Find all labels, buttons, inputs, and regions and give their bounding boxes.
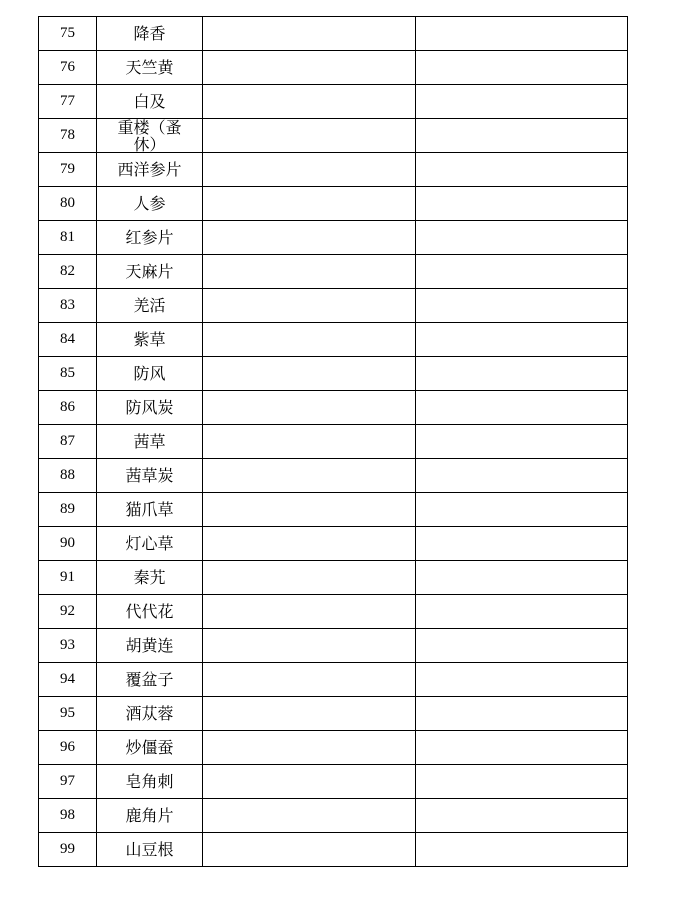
blank-cell (416, 833, 628, 867)
blank-cell (416, 595, 628, 629)
herb-name-cell (97, 731, 203, 765)
herb-name: 天麻片 (125, 262, 174, 281)
blank-cell (416, 527, 628, 561)
herb-name: 西洋参片 (117, 160, 182, 179)
row-number: 94 (39, 663, 97, 697)
blank-cell (416, 765, 628, 799)
blank-cell (203, 425, 416, 459)
blank-cell (203, 833, 416, 867)
blank-cell (416, 561, 628, 595)
blank-cell (203, 527, 416, 561)
blank-cell (203, 221, 416, 255)
blank-cell (416, 357, 628, 391)
herb-name-cell (97, 527, 203, 561)
herb-table (38, 16, 628, 867)
herb-name-cell (97, 17, 203, 51)
herb-name: 鹿角片 (125, 806, 174, 825)
table-row (39, 289, 628, 323)
row-number: 99 (39, 833, 97, 867)
table-row (39, 17, 628, 51)
blank-cell (416, 697, 628, 731)
row-number: 96 (39, 731, 97, 765)
table-row (39, 425, 628, 459)
blank-cell (203, 289, 416, 323)
herb-name-cell (97, 255, 203, 289)
blank-cell (416, 187, 628, 221)
blank-cell (416, 119, 628, 153)
herb-name: 红参片 (125, 228, 174, 247)
blank-cell (203, 17, 416, 51)
blank-cell (203, 357, 416, 391)
row-number: 78 (39, 119, 97, 153)
row-number: 80 (39, 187, 97, 221)
blank-cell (416, 17, 628, 51)
table-row (39, 459, 628, 493)
herb-name-cell (97, 425, 203, 459)
blank-cell (203, 561, 416, 595)
herb-name-cell (97, 833, 203, 867)
table-row (39, 833, 628, 867)
herb-name: 羌活 (133, 296, 166, 315)
table-row (39, 255, 628, 289)
row-number: 91 (39, 561, 97, 595)
herb-name-cell (97, 799, 203, 833)
table-row (39, 527, 628, 561)
herb-name-cell (97, 561, 203, 595)
table-row (39, 153, 628, 187)
blank-cell (203, 119, 416, 153)
herb-name-cell (97, 187, 203, 221)
herb-name-cell (97, 323, 203, 357)
blank-cell (203, 595, 416, 629)
herb-table-body (39, 17, 628, 867)
table-row (39, 629, 628, 663)
blank-cell (416, 51, 628, 85)
row-number: 89 (39, 493, 97, 527)
blank-cell (203, 697, 416, 731)
herb-name: 紫草 (133, 330, 166, 349)
blank-cell (203, 731, 416, 765)
table-row (39, 731, 628, 765)
herb-name-cell (97, 153, 203, 187)
blank-cell (416, 731, 628, 765)
row-number: 81 (39, 221, 97, 255)
table-row (39, 357, 628, 391)
herb-name-cell (97, 663, 203, 697)
row-number: 87 (39, 425, 97, 459)
herb-name: 白及 (133, 92, 166, 111)
blank-cell (416, 629, 628, 663)
herb-name: 猫爪草 (125, 500, 174, 519)
herb-name-cell (97, 221, 203, 255)
herb-name: 胡黄连 (125, 636, 174, 655)
herb-name: 炒僵蚕 (125, 738, 174, 757)
row-number: 85 (39, 357, 97, 391)
herb-name: 茜草炭 (125, 466, 174, 485)
blank-cell (416, 289, 628, 323)
blank-cell (203, 153, 416, 187)
row-number: 75 (39, 17, 97, 51)
row-number: 92 (39, 595, 97, 629)
table-row (39, 51, 628, 85)
herb-name-cell (97, 51, 203, 85)
table-row (39, 493, 628, 527)
herb-name: 秦艽 (133, 568, 166, 587)
blank-cell (203, 459, 416, 493)
table-row (39, 663, 628, 697)
blank-cell (416, 459, 628, 493)
row-number: 86 (39, 391, 97, 425)
blank-cell (416, 85, 628, 119)
blank-cell (416, 153, 628, 187)
row-number: 93 (39, 629, 97, 663)
blank-cell (416, 221, 628, 255)
row-number: 77 (39, 85, 97, 119)
herb-name: 防风 (133, 364, 166, 383)
table-row (39, 391, 628, 425)
table-row (39, 595, 628, 629)
herb-name: 重楼（蚤休） (117, 119, 182, 152)
table-row (39, 697, 628, 731)
herb-name-cell (97, 119, 203, 153)
table-row (39, 561, 628, 595)
herb-name-cell (97, 765, 203, 799)
blank-cell (203, 493, 416, 527)
herb-name-cell (97, 595, 203, 629)
herb-name: 代代花 (125, 602, 174, 621)
blank-cell (203, 85, 416, 119)
herb-name: 天竺黄 (125, 58, 174, 77)
herb-name: 降香 (133, 24, 166, 43)
blank-cell (416, 323, 628, 357)
table-row (39, 323, 628, 357)
blank-cell (416, 493, 628, 527)
blank-cell (203, 765, 416, 799)
herb-name-cell (97, 459, 203, 493)
blank-cell (203, 663, 416, 697)
blank-cell (203, 187, 416, 221)
herb-name-cell (97, 629, 203, 663)
table-row (39, 799, 628, 833)
herb-name: 茜草 (133, 432, 166, 451)
table-row (39, 765, 628, 799)
row-number: 97 (39, 765, 97, 799)
blank-cell (416, 799, 628, 833)
blank-cell (203, 391, 416, 425)
herb-name-cell (97, 85, 203, 119)
blank-cell (416, 663, 628, 697)
herb-name-cell (97, 289, 203, 323)
herb-name: 覆盆子 (125, 670, 174, 689)
blank-cell (416, 391, 628, 425)
blank-cell (203, 255, 416, 289)
row-number: 76 (39, 51, 97, 85)
blank-cell (203, 799, 416, 833)
blank-cell (416, 255, 628, 289)
table-row (39, 85, 628, 119)
row-number: 83 (39, 289, 97, 323)
herb-name: 酒苁蓉 (125, 704, 174, 723)
row-number: 82 (39, 255, 97, 289)
row-number: 79 (39, 153, 97, 187)
herb-name-cell (97, 697, 203, 731)
row-number: 90 (39, 527, 97, 561)
herb-name-cell (97, 493, 203, 527)
blank-cell (203, 51, 416, 85)
blank-cell (203, 629, 416, 663)
row-number: 88 (39, 459, 97, 493)
table-row (39, 187, 628, 221)
herb-name: 皂角刺 (125, 772, 174, 791)
herb-name-cell (97, 391, 203, 425)
herb-name: 防风炭 (125, 398, 174, 417)
herb-name: 人参 (133, 194, 166, 213)
blank-cell (416, 425, 628, 459)
herb-name: 山豆根 (125, 840, 174, 859)
row-number: 95 (39, 697, 97, 731)
table-row (39, 119, 628, 153)
row-number: 84 (39, 323, 97, 357)
blank-cell (203, 323, 416, 357)
table-row (39, 221, 628, 255)
row-number: 98 (39, 799, 97, 833)
herb-name-cell (97, 357, 203, 391)
herb-name: 灯心草 (125, 534, 174, 553)
